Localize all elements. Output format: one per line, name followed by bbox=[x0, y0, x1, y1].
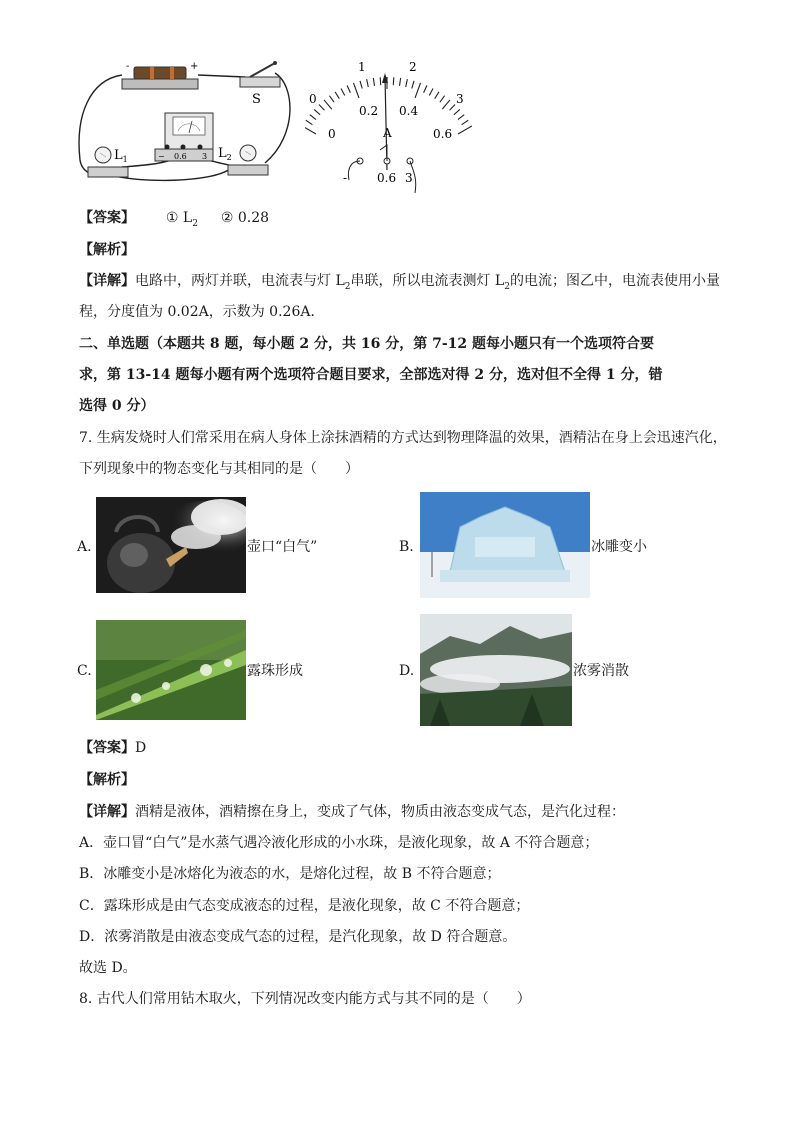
q7-explain-b: B．冰雕变小是冰熔化为液态的水，是熔化过程，故 B 不符合题意； bbox=[79, 866, 501, 882]
q7-answer-value: D bbox=[135, 740, 147, 756]
ammeter-terminal-3: 3 bbox=[202, 152, 208, 161]
switch-label: S bbox=[252, 92, 261, 107]
q7-explain-d: D．浓雾消散是由液态变成气态的过程，是汽化现象，故 D 符合题意。 bbox=[79, 929, 517, 945]
q7-answer-tag: 【答案】 bbox=[79, 740, 135, 756]
q7-stem-line1: 7. 生病发烧时人们常采用在病人身体上涂抹酒精的方式达到物理降温的效果，酒精沾在身上会迅速汽化， bbox=[79, 430, 727, 446]
lower-scale-0: 0 bbox=[328, 127, 336, 141]
dial-tick bbox=[458, 126, 472, 134]
circuit-diagram bbox=[70, 55, 300, 190]
lower-scale-04: 0.4 bbox=[399, 104, 419, 118]
q6-detail-line2: 程，分度值为 0.02A，示数为 0.26A． bbox=[79, 304, 325, 320]
dial-tick bbox=[329, 96, 334, 102]
terminal-minus: - bbox=[343, 171, 348, 185]
q6-detail-line1: 【详解】电路中，两灯并联，电流表与灯 $L_2$串联，所以电流表测灯 $L_2$的电流；图乙中，电流表使用小量 bbox=[79, 273, 720, 292]
lamp-1-label: $L_1$ bbox=[114, 148, 128, 164]
q7-explain-c: C．露珠形成是由气态变成液态的过程，是液化现象，故 C 不符合题意； bbox=[79, 898, 530, 914]
ammeter-terminal-06: 0.6 bbox=[174, 152, 187, 161]
dial-tick bbox=[442, 100, 450, 109]
dial-tick bbox=[393, 77, 394, 85]
section2-line2: 求，第 13-14 题每小题有两个选项符合题目要求，全部选对得 2 分，选对但不全得 1 分，错 bbox=[79, 367, 663, 383]
dial-tick bbox=[429, 88, 433, 95]
option-b-photo-ice-sculpture bbox=[420, 492, 590, 598]
q7-detail-line1: 【详解】酒精是液体，酒精擦在身上，变成了气体，物质由液态变成气态，是汽化过程： bbox=[79, 804, 625, 820]
option-c-letter: C. bbox=[77, 663, 92, 679]
dial-tick bbox=[335, 92, 339, 99]
option-b-letter: B. bbox=[399, 539, 414, 555]
dial-tick bbox=[424, 85, 427, 92]
terminal-3: 3 bbox=[405, 171, 413, 185]
ammeter bbox=[155, 113, 213, 161]
dial-tick bbox=[462, 120, 469, 124]
battery bbox=[122, 61, 198, 89]
dial-tick bbox=[310, 115, 316, 120]
dial-tick bbox=[341, 88, 345, 95]
lamp-1 bbox=[88, 147, 128, 177]
upper-scale-3: 3 bbox=[456, 92, 464, 106]
option-c-photo-dew bbox=[96, 620, 246, 720]
section2-line3: 选得 0 分） bbox=[79, 398, 155, 414]
dial-tick bbox=[406, 79, 408, 87]
dial-tick bbox=[412, 81, 414, 89]
upper-scale-1: 1 bbox=[358, 60, 366, 74]
section2-line1: 二、单选题（本题共 8 题，每小题 2 分，共 16 分，第 7-12 题每小题只有一个选项符合要 bbox=[79, 336, 654, 352]
option-d-letter: D. bbox=[399, 663, 415, 679]
ammeter-dial bbox=[305, 55, 480, 195]
dial-tick bbox=[435, 92, 439, 99]
option-d-caption: 浓雾消散 bbox=[573, 663, 629, 679]
battery-minus-label: - bbox=[126, 61, 130, 72]
lamp-2 bbox=[218, 145, 268, 175]
option-b-caption: 冰雕变小 bbox=[591, 539, 647, 555]
dial-tick bbox=[367, 79, 369, 87]
q7-analysis-tag: 【解析】 bbox=[79, 772, 135, 788]
dial-tick bbox=[450, 105, 456, 111]
dial-tick bbox=[347, 85, 350, 92]
option-a-photo-kettle bbox=[96, 497, 246, 593]
dial-tick bbox=[319, 105, 325, 111]
option-a-letter: A. bbox=[77, 539, 92, 555]
dial-tick bbox=[373, 78, 374, 86]
q7-stem-line2: 下列现象中的物态变化与其相同的是（ ） bbox=[79, 461, 359, 477]
q7-explain-a: A．壶口冒“白气”是水蒸气遇冷液化形成的小水珠，是液化现象，故 A 不符合题意； bbox=[79, 835, 599, 851]
dial-tick bbox=[454, 109, 460, 114]
dial-tick bbox=[458, 115, 464, 120]
answer1-mark: ① bbox=[165, 210, 179, 226]
dial-tick bbox=[324, 100, 332, 109]
dial-tick bbox=[440, 96, 445, 102]
upper-scale-2: 2 bbox=[409, 60, 417, 74]
dial-tick bbox=[415, 83, 420, 98]
dial-tick bbox=[314, 109, 320, 114]
option-c-caption: 露珠形成 bbox=[247, 663, 303, 679]
switch bbox=[240, 61, 280, 107]
answer-tag: 【答案】 bbox=[79, 210, 135, 226]
q7-detail-tag: 【详解】 bbox=[79, 804, 135, 820]
q7-answer-line bbox=[79, 738, 146, 758]
terminal-06: 0.6 bbox=[377, 171, 397, 185]
dial-tick bbox=[360, 81, 362, 89]
dial-tick bbox=[400, 78, 401, 86]
dial-tick bbox=[305, 126, 316, 134]
dial-tick bbox=[306, 120, 313, 124]
q6-answer-line bbox=[79, 208, 269, 234]
q6-analysis-tag: 【解析】 bbox=[79, 242, 135, 258]
dial-tick bbox=[380, 77, 381, 85]
q7-conclusion: 故选 D。 bbox=[79, 960, 137, 976]
answer1-value: $L_2$ bbox=[182, 210, 198, 229]
lower-scale-06: 0.6 bbox=[433, 127, 453, 141]
battery-plus-label: + bbox=[190, 61, 199, 72]
dial-unit: A bbox=[383, 126, 392, 140]
upper-scale-0: 0 bbox=[309, 92, 317, 106]
lamp-2-label: $L_2$ bbox=[218, 146, 232, 162]
answer2-mark: ② bbox=[220, 210, 234, 226]
option-d-photo-fog bbox=[420, 614, 572, 726]
dial-tick bbox=[353, 83, 358, 98]
detail-tag: 【详解】 bbox=[79, 273, 135, 289]
q8-stem: 8. 古代人们常用钻木取火，下列情况改变内能方式与其不同的是（ ） bbox=[79, 991, 531, 1007]
ammeter-terminal-minus: − bbox=[158, 152, 165, 161]
option-a-caption: 壶口“白气” bbox=[247, 539, 318, 555]
lower-scale-02: 0.2 bbox=[359, 104, 379, 118]
answer2-value: 0.28 bbox=[237, 210, 270, 226]
